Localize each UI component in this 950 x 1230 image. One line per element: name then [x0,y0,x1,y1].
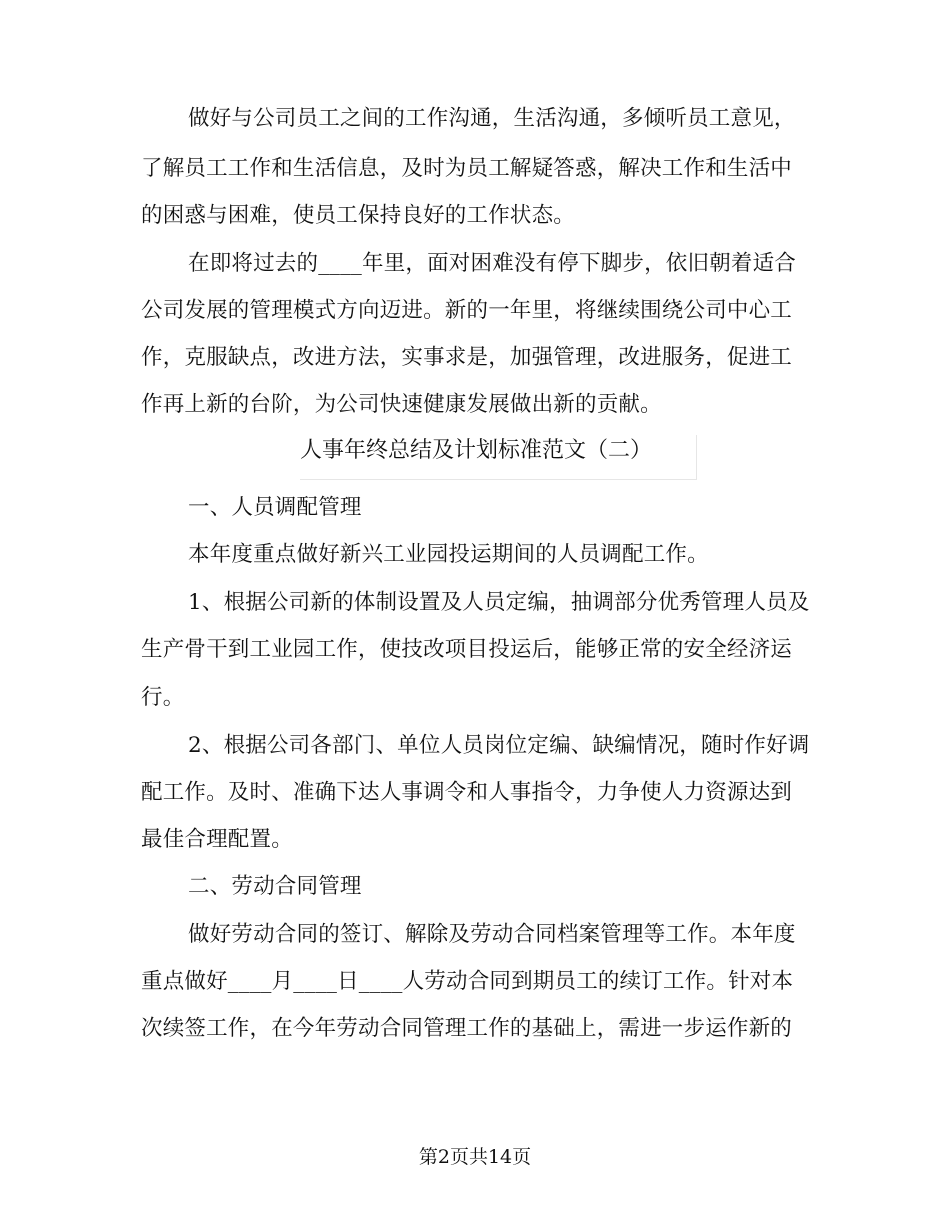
paragraph-line: 行。 [141,685,185,710]
paragraph-line: 了解员工工作和生活信息，及时为员工解疑答惑，解决工作和生活中 [141,156,793,181]
subsection-heading: 二、劳动合同管理 [188,874,362,899]
paragraph-line: 作再上新的台阶，为公司快速健康发展做出新的贡献。 [141,392,662,417]
paragraph-line: 在即将过去的____年里，面对困难没有停下脚步，依旧朝着适合 [188,251,797,276]
paragraph-line: 重点做好____月____日____人劳动合同到期员工的续订工作。针对本 [141,969,794,994]
paragraph-line: 做好劳动合同的签订、解除及劳动合同档案管理等工作。本年度 [188,922,796,947]
paragraph-line: 最佳合理配置。 [141,827,293,852]
page-number-footer: 第2页共14页 [418,1146,532,1168]
paragraph-line: 配工作。及时、准确下达人事调令和人事指令，力争使人力资源达到 [141,780,793,805]
paragraph-line: 本年度重点做好新兴工业园投运期间的人员调配工作。 [188,542,709,567]
section-title: 人事年终总结及计划标准范文（二） [300,435,697,480]
paragraph-line: 生产骨干到工业园工作，使技改项目投运后，能够正常的安全经济运 [141,637,793,662]
paragraph-line: 次续签工作，在今年劳动合同管理工作的基础上，需进一步运作新的 [141,1016,793,1041]
paragraph-line: 公司发展的管理模式方向迈进。新的一年里，将继续围绕公司中心工 [141,298,793,323]
paragraph-line: 作，克服缺点，改进方法，实事求是，加强管理，改进服务，促进工 [141,345,793,370]
paragraph-line: 做好与公司员工之间的工作沟通，生活沟通，多倾听员工意见， [188,106,796,131]
paragraph-line: 的困惑与困难，使员工保持良好的工作状态。 [141,203,576,228]
paragraph-line: 1、根据公司新的体制设置及人员定编，抽调部分优秀管理人员及 [188,590,810,615]
paragraph-line: 2、根据公司各部门、单位人员岗位定编、缺编情况，随时作好调 [188,733,810,758]
subsection-heading: 一、人员调配管理 [188,495,362,520]
